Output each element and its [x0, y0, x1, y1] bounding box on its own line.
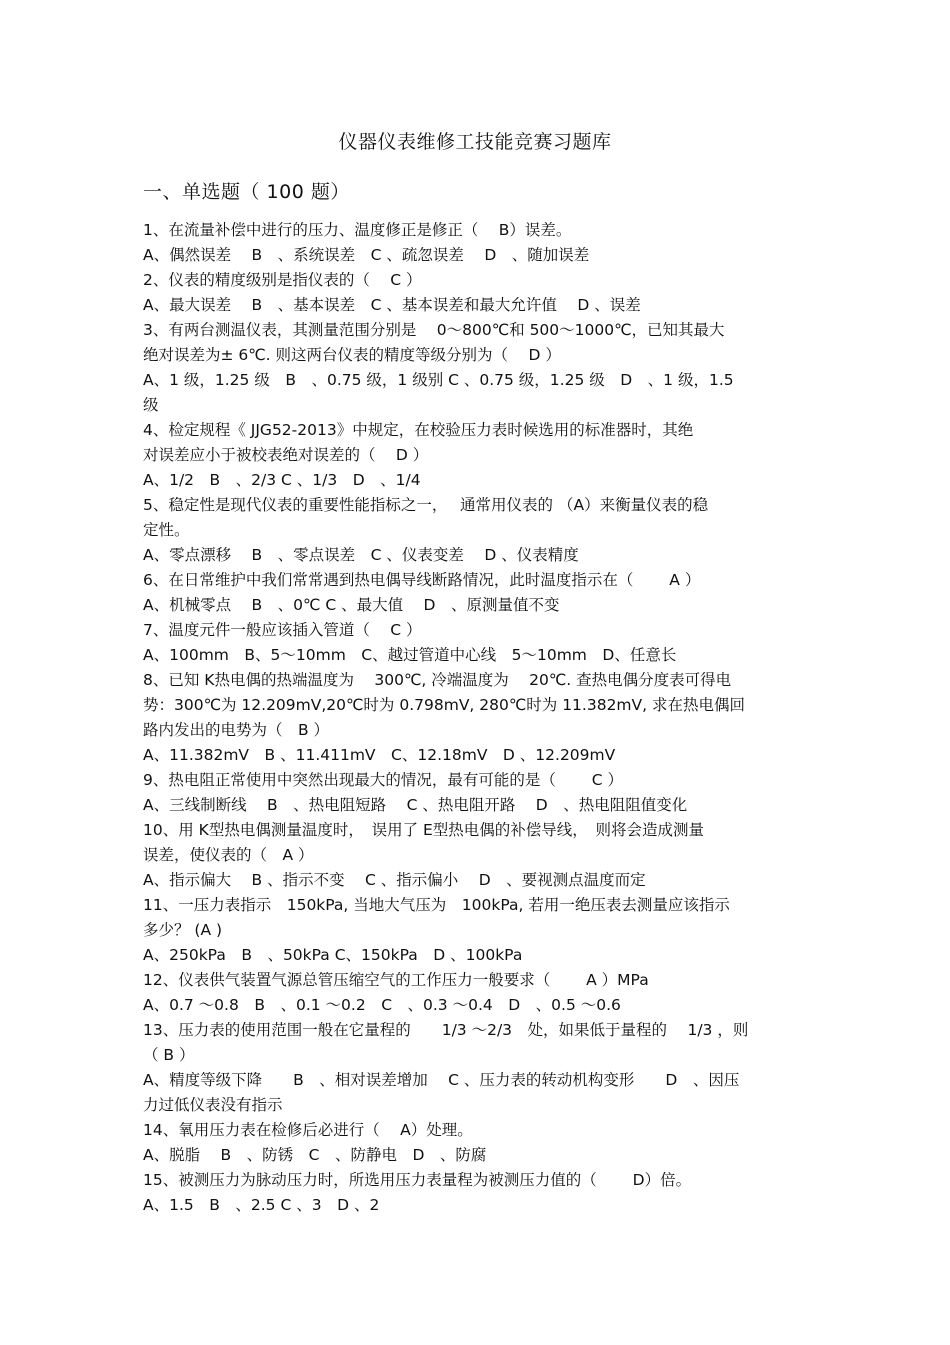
question-text: 6、在日常维护中我们常常遇到热电偶导线断路情况，此时温度指示在（ A ）	[143, 571, 701, 589]
question-text: 9、热电阻正常使用中突然出现最大的情况，最有可能的是（ C ）	[143, 771, 624, 789]
question-options: A、零点漂移 B 、零点误差 C 、仪表变差 D 、仪表精度	[143, 546, 579, 564]
question-options: A、三线制断线 B 、热电阻短路 C 、热电阻开路 D 、热电阻阻值变化	[143, 796, 688, 814]
question-options: A、最大误差 B 、基本误差 C 、基本误差和最大允许值 D 、误差	[143, 296, 641, 314]
question-text: 定性。	[143, 521, 190, 539]
question-options: A、指示偏大 B 、指示不变 C 、指示偏小 D 、要视测点温度而定	[143, 871, 646, 889]
question-list	[143, 218, 808, 1218]
question-item	[143, 493, 808, 568]
question-item	[143, 968, 808, 1018]
question-options: A、1.5 B 、2.5 C 、3 D 、2	[143, 1196, 380, 1214]
question-options: A、1/2 B 、2/3 C 、1/3 D 、1/4	[143, 471, 421, 489]
question-text: 11、一压力表指示 150kPa, 当地大气压为 100kPa, 若用一绝压表去测量应该指示	[143, 896, 730, 914]
question-item	[143, 893, 808, 968]
question-text: 势：300℃为 12.209mV,20℃时为 0.798mV, 280℃时为 11.382mV, 求在热电偶回	[143, 696, 745, 714]
question-item	[143, 1118, 808, 1168]
question-item	[143, 318, 808, 418]
question-options: 力过低仪表没有指示	[143, 1096, 283, 1114]
question-text: 8、已知 K热电偶的热端温度为 300℃, 冷端温度为 20℃. 查热电偶分度表可得电	[143, 671, 732, 689]
question-text: 多少？ (A )	[143, 921, 223, 939]
question-options: A、机械零点 B 、0℃ C 、最大值 D 、原测量值不变	[143, 596, 560, 614]
question-options: A、250kPa B 、50kPa C、150kPa D 、100kPa	[143, 946, 523, 964]
question-options: A、1 级，1.25 级 B 、0.75 级，1 级别 C 、0.75 级，1.25 级 D 、1 级，1.5	[143, 371, 734, 389]
question-item	[143, 268, 808, 318]
question-options: A、脱脂 B 、防锈 C 、防静电 D 、防腐	[143, 1146, 487, 1164]
question-options: A、0.7 ～0.8 B 、0.1 ～0.2 C 、0.3 ～0.4 D 、0.5 ～0.6	[143, 996, 621, 1014]
question-text: 1、在流量补偿中进行的压力、温度修正是修正（ B）误差。	[143, 221, 572, 239]
question-text: 误差，使仪表的（ A ）	[143, 846, 314, 864]
question-text: 14、氧用压力表在检修后必进行（ A）处理。	[143, 1121, 473, 1139]
document-title: 仪器仪表维修工技能竞赛习题库	[338, 131, 612, 153]
question-item	[143, 1168, 808, 1218]
question-item	[143, 218, 808, 268]
question-options: A、100mm B、5～10mm C、越过管道中心线 5～10mm D、任意长	[143, 646, 677, 664]
question-item	[143, 1018, 808, 1118]
question-text: 12、仪表供气装置气源总管压缩空气的工作压力一般要求（ A ）MPa	[143, 971, 649, 989]
question-options: 级	[143, 396, 159, 414]
question-options: A、偶然误差 B 、系统误差 C 、疏忽误差 D 、随加误差	[143, 246, 590, 264]
question-text: 绝对误差为± 6℃. 则这两台仪表的精度等级分别为（ D ）	[143, 346, 561, 364]
question-text: 4、检定规程《 JJG52-2013》中规定，在校验压力表时候选用的标准器时，其绝	[143, 421, 694, 439]
question-item	[143, 568, 808, 618]
question-options: A、11.382mV B 、11.411mV C、12.18mV D 、12.209mV	[143, 746, 616, 764]
question-text: 路内发出的电势为（ B ）	[143, 721, 330, 739]
question-options: A、精度等级下降 B 、相对误差增加 C 、压力表的转动机构变形 D 、因压	[143, 1071, 740, 1089]
question-text: 7、温度元件一般应该插入管道（ C ）	[143, 621, 422, 639]
question-item	[143, 768, 808, 818]
question-text: 3、有两台测温仪表，其测量范围分别是 0～800℃和 500～1000℃，已知其最大	[143, 321, 725, 339]
question-item	[143, 418, 808, 493]
question-text: 13、压力表的使用范围一般在它量程的 1/3 ～2/3 处，如果低于量程的 1/3 ，则	[143, 1021, 749, 1039]
question-text: 15、被测压力为脉动压力时，所选用压力表量程为被测压力值的（ D）倍。	[143, 1171, 692, 1189]
question-item	[143, 818, 808, 893]
question-item	[143, 668, 808, 768]
question-text: （ B ）	[143, 1046, 195, 1064]
section-heading: 一、单选题（ 100 题）	[143, 181, 350, 203]
question-text: 10、用 K型热电偶测量温度时， 误用了 E型热电偶的补偿导线， 则将会造成测量	[143, 821, 705, 839]
question-text: 5、稳定性是现代仪表的重要性能指标之一， 通常用仪表的 （A）来衡量仪表的稳	[143, 496, 709, 514]
question-text: 2、仪表的精度级别是指仪表的（ C ）	[143, 271, 422, 289]
question-text: 对误差应小于被校表绝对误差的（ D ）	[143, 446, 429, 464]
question-item	[143, 618, 808, 668]
